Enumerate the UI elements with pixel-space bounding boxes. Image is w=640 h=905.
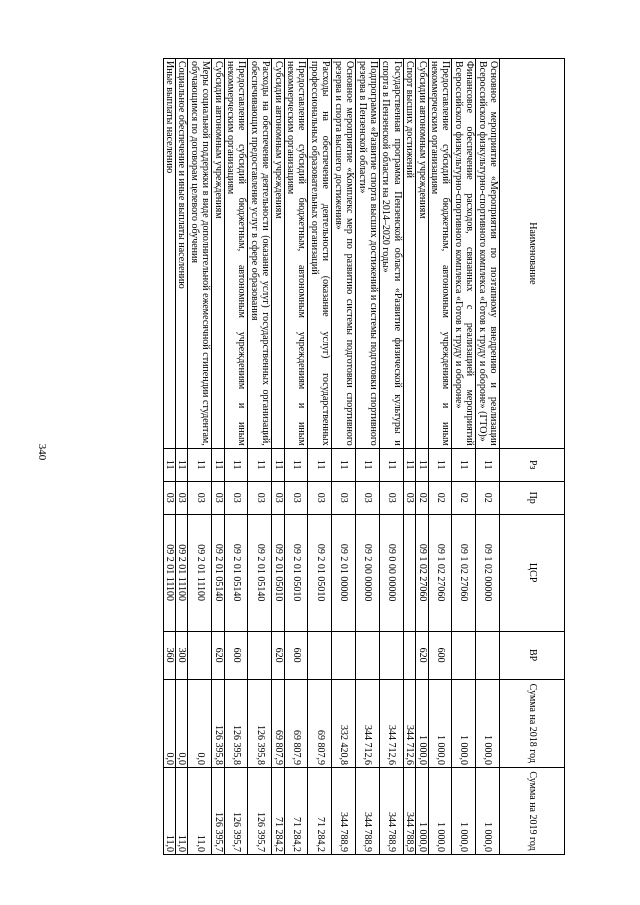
cell-rz: 11 — [212, 448, 224, 481]
cell-csr: 09 2 01 05140 — [224, 514, 248, 631]
cell-name: Предоставление субсидий бюджетным, автономным учреждениям и иным некоммерческим организациям — [428, 59, 452, 449]
cell-sum-2019: 1 000,0 — [428, 768, 452, 855]
table-row — [176, 59, 188, 855]
cell-sum-2018: 126 395,8 — [248, 679, 272, 767]
table-row — [212, 59, 224, 855]
cell-vr — [248, 631, 272, 679]
cell-rz: 11 — [163, 448, 175, 481]
cell-sum-2019: 344 788,9 — [403, 768, 415, 855]
cell-pr: 03 — [379, 481, 403, 514]
cell-vr: 600 — [224, 631, 248, 679]
cell-csr: 09 2 00 00000 — [356, 514, 380, 631]
cell-vr: 600 — [428, 631, 452, 679]
cell-sum-2019: 1 000,0 — [416, 768, 428, 855]
cell-sum-2019: 1 000,0 — [476, 768, 500, 855]
cell-vr: 620 — [212, 631, 224, 679]
cell-pr: 02 — [416, 481, 428, 514]
cell-csr: 09 1 02 00000 — [476, 514, 500, 631]
cell-name: Финансовое обеспечение расходов, связанных с реализацией мероприятий Всероссийского физкультурно-спортивного комплекса «Готов к труду и обороне» — [452, 59, 476, 449]
cell-rz: 11 — [379, 448, 403, 481]
cell-name: Меры социальной поддержки в виде дополнительной ежемесячной стипендии студентам, обучающимся по договорам целевого обучения — [188, 59, 212, 449]
table-row — [428, 59, 452, 855]
cell-sum-2019: 126 395,7 — [212, 768, 224, 855]
cell-rz: 11 — [356, 448, 380, 481]
cell-name: Субсидии автономным учреждениям — [416, 59, 428, 449]
table-row — [379, 59, 403, 855]
cell-rz: 11 — [428, 448, 452, 481]
cell-name: Социальное обеспечение и иные выплаты населению — [176, 59, 188, 449]
cell-sum-2018: 344 712,6 — [403, 679, 415, 767]
cell-csr: 09 2 01 05010 — [308, 514, 332, 631]
header-sum-2018: Сумма на 2018 год — [500, 679, 565, 767]
table-row — [163, 59, 175, 855]
table-row — [284, 59, 308, 855]
table-row — [332, 59, 356, 855]
cell-sum-2018: 69 807,9 — [272, 679, 284, 767]
cell-sum-2019: 11,0 — [176, 768, 188, 855]
cell-name: Спорт высших достижений — [403, 59, 415, 449]
cell-pr: 03 — [272, 481, 284, 514]
cell-vr — [403, 631, 415, 679]
table-row — [224, 59, 248, 855]
table-row — [452, 59, 476, 855]
table-row — [356, 59, 380, 855]
cell-name: Основное мероприятие «Мероприятия по поэтапному внедрению и реализации Всероссийского физкультурно-спортивного комплекса «Готов к труду и обороне» (ГТО)» — [476, 59, 500, 449]
cell-sum-2018: 126 395,8 — [212, 679, 224, 767]
cell-sum-2019: 126 395,7 — [248, 768, 272, 855]
cell-sum-2019: 344 788,9 — [356, 768, 380, 855]
cell-pr: 03 — [356, 481, 380, 514]
cell-sum-2019: 11,0 — [188, 768, 212, 855]
cell-name: Субсидии автономным учреждениям — [272, 59, 284, 449]
cell-sum-2018: 0,0 — [163, 679, 175, 767]
cell-rz: 11 — [452, 448, 476, 481]
cell-sum-2018: 1 000,0 — [452, 679, 476, 767]
cell-sum-2019: 344 788,9 — [379, 768, 403, 855]
page-number: 340 — [36, 443, 48, 461]
cell-pr: 02 — [476, 481, 500, 514]
header-rz: Рз — [500, 448, 565, 481]
cell-vr — [308, 631, 332, 679]
budget-table — [163, 58, 565, 855]
cell-csr: 09 1 02 27060 — [416, 514, 428, 631]
cell-csr: 09 2 01 05140 — [212, 514, 224, 631]
cell-vr: 300 — [176, 631, 188, 679]
cell-sum-2019: 344 788,9 — [332, 768, 356, 855]
table-row — [403, 59, 415, 855]
cell-pr: 02 — [452, 481, 476, 514]
cell-sum-2018: 344 712,6 — [379, 679, 403, 767]
cell-vr — [332, 631, 356, 679]
header-csr: ЦСР — [500, 514, 565, 631]
cell-name: Основное мероприятие «Комплекс мер по развитию системы подготовки спортивного резерва и спорта высшего достижения» — [332, 59, 356, 449]
cell-csr: 09 2 01 11100 — [163, 514, 175, 631]
cell-sum-2018: 1 000,0 — [428, 679, 452, 767]
cell-csr: 09 0 00 00000 — [379, 514, 403, 631]
cell-name: Предоставление субсидий бюджетным, автономным учреждениям и иным некоммерческим организациям — [224, 59, 248, 449]
cell-pr: 02 — [428, 481, 452, 514]
cell-sum-2018: 69 807,9 — [284, 679, 308, 767]
table-row — [476, 59, 500, 855]
table-row — [308, 59, 332, 855]
cell-sum-2019: 71 284,2 — [284, 768, 308, 855]
cell-sum-2018: 0,0 — [188, 679, 212, 767]
cell-pr: 03 — [163, 481, 175, 514]
cell-vr — [379, 631, 403, 679]
cell-vr — [452, 631, 476, 679]
cell-rz: 11 — [176, 448, 188, 481]
cell-csr: 09 1 02 27060 — [428, 514, 452, 631]
cell-name: Расходы на обеспечение деятельности (оказание услуг) государственных профессиональных образовательных организаций — [308, 59, 332, 449]
cell-name: Субсидии автономным учреждениям — [212, 59, 224, 449]
cell-csr: 09 2 01 11100 — [176, 514, 188, 631]
cell-vr — [476, 631, 500, 679]
cell-name: Государственная программа Пензенской области «Развитие физической культуры и спорта в Пензенской области на 2014–2020 годы» — [379, 59, 403, 449]
table-row — [416, 59, 428, 855]
cell-sum-2019: 1 000,0 — [452, 768, 476, 855]
cell-name: Иные выплаты населению — [163, 59, 175, 449]
table-row — [248, 59, 272, 855]
cell-rz: 11 — [188, 448, 212, 481]
cell-sum-2018: 332 420,8 — [332, 679, 356, 767]
cell-name: Подпрограмма «Развитие спорта высших достижений и системы подготовки спортивного резерва в Пензенской области» — [356, 59, 380, 449]
cell-vr — [356, 631, 380, 679]
header-pr: Пр — [500, 481, 565, 514]
cell-sum-2018: 69 807,9 — [308, 679, 332, 767]
cell-sum-2018: 344 712,6 — [356, 679, 380, 767]
cell-sum-2019: 11,0 — [163, 768, 175, 855]
cell-rz: 11 — [476, 448, 500, 481]
cell-name: Расходы на обеспечение деятельности (оказание услуг) государственных организаций, обеспечивающих предоставление услуг в сфере образования — [248, 59, 272, 449]
cell-csr: 09 2 01 00000 — [332, 514, 356, 631]
cell-csr: 09 2 01 11100 — [188, 514, 212, 631]
cell-vr: 600 — [284, 631, 308, 679]
cell-sum-2018: 126 395,8 — [224, 679, 248, 767]
cell-rz: 11 — [403, 448, 415, 481]
cell-pr: 03 — [248, 481, 272, 514]
cell-sum-2019: 71 284,2 — [272, 768, 284, 855]
cell-vr: 620 — [416, 631, 428, 679]
cell-pr: 03 — [212, 481, 224, 514]
cell-pr: 03 — [332, 481, 356, 514]
cell-csr — [403, 514, 415, 631]
cell-sum-2018: 1 000,0 — [476, 679, 500, 767]
rotated-table-container — [75, 58, 565, 855]
cell-rz: 11 — [224, 448, 248, 481]
cell-rz: 11 — [308, 448, 332, 481]
table-header-row — [500, 59, 565, 855]
header-sum-2019: Сумма на 2019 год — [500, 768, 565, 855]
cell-vr: 360 — [163, 631, 175, 679]
table-row — [188, 59, 212, 855]
cell-sum-2019: 126 395,7 — [224, 768, 248, 855]
cell-sum-2018: 0,0 — [176, 679, 188, 767]
cell-pr: 03 — [224, 481, 248, 514]
cell-name: Предоставление субсидий бюджетным, автономным учреждениям и иным некоммерческим организациям — [284, 59, 308, 449]
cell-rz: 11 — [284, 448, 308, 481]
table-row — [272, 59, 284, 855]
cell-csr: 09 2 01 05010 — [272, 514, 284, 631]
cell-sum-2018: 1 000,0 — [416, 679, 428, 767]
cell-vr: 620 — [272, 631, 284, 679]
cell-pr: 03 — [403, 481, 415, 514]
cell-csr: 09 1 02 27060 — [452, 514, 476, 631]
cell-pr: 03 — [176, 481, 188, 514]
cell-rz: 11 — [272, 448, 284, 481]
header-vr: ВР — [500, 631, 565, 679]
cell-rz: 11 — [332, 448, 356, 481]
cell-csr: 09 2 01 05010 — [284, 514, 308, 631]
cell-rz: 11 — [248, 448, 272, 481]
cell-csr: 09 2 01 05140 — [248, 514, 272, 631]
header-name: Наименование — [500, 59, 565, 449]
cell-pr: 03 — [284, 481, 308, 514]
cell-sum-2019: 71 284,2 — [308, 768, 332, 855]
cell-pr: 03 — [188, 481, 212, 514]
cell-vr — [188, 631, 212, 679]
cell-rz: 11 — [416, 448, 428, 481]
cell-pr: 03 — [308, 481, 332, 514]
